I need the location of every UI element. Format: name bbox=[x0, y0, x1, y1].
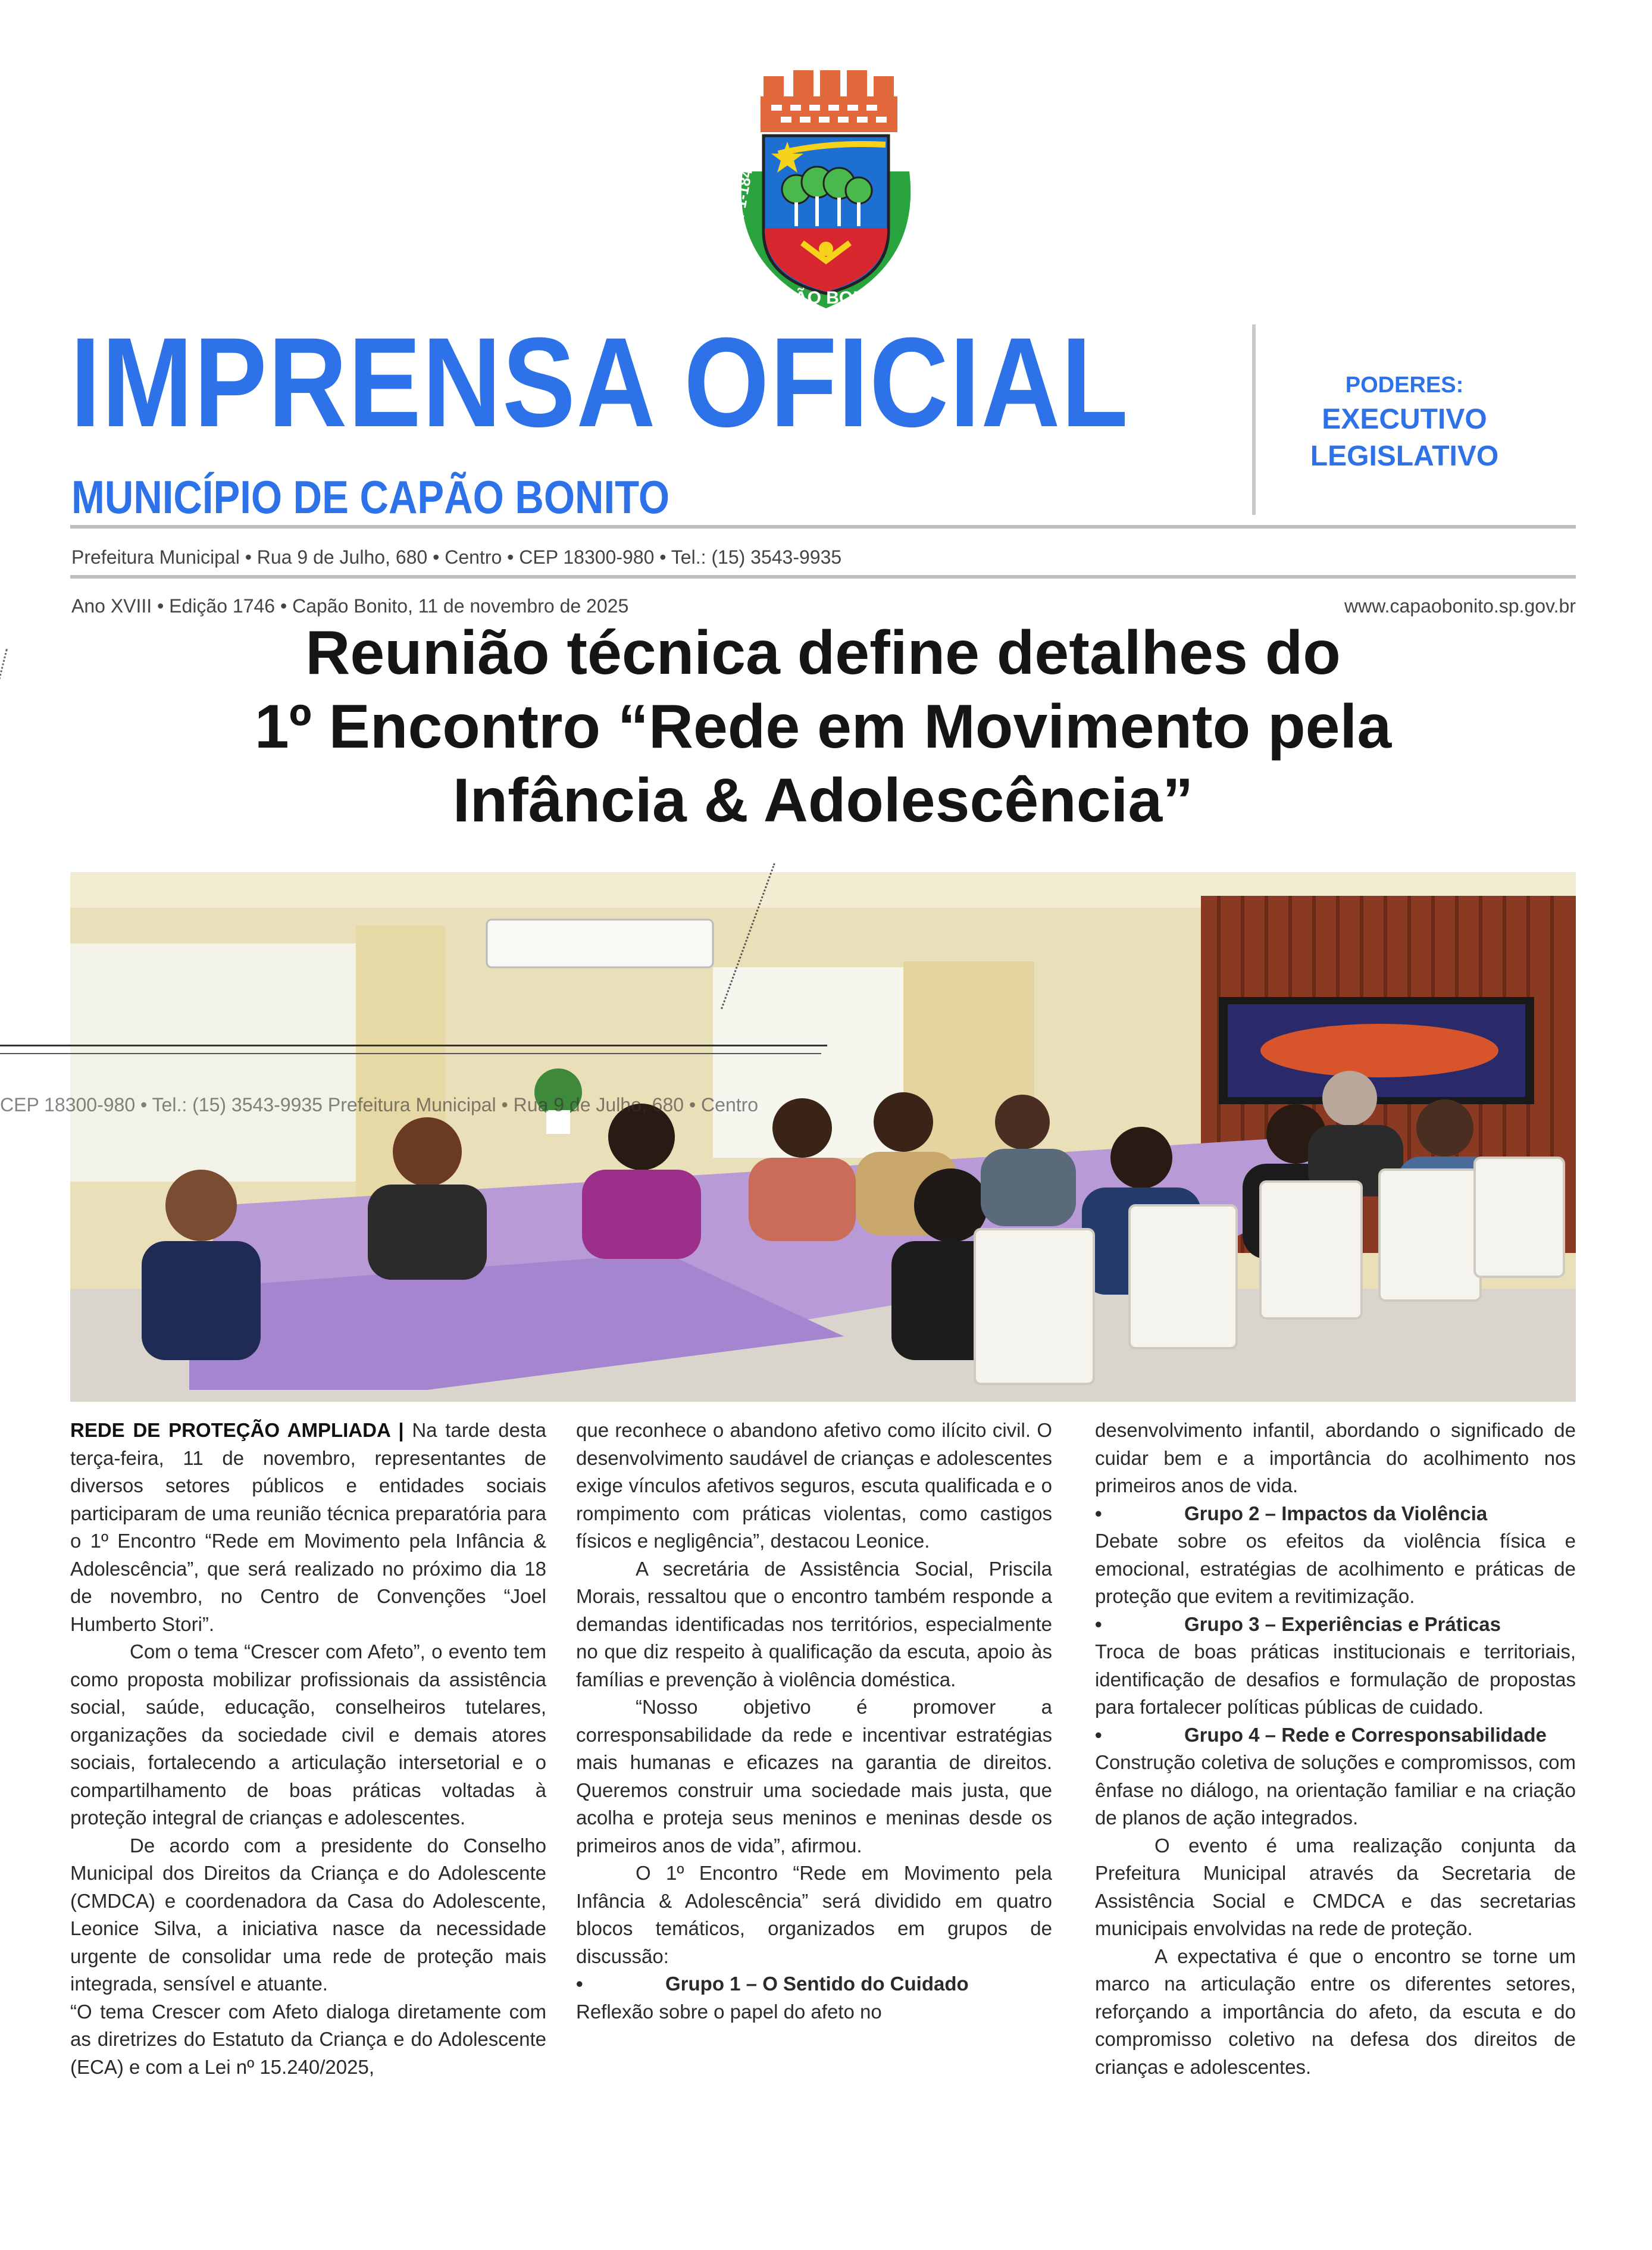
col3-paragraph-3: A expectativa é que o encontro se torne um marco na articulação entre os diferentes setores, reforçando a importância do afeto, da escuta e do compromisso coletivo na defesa dos direitos de crianças e adolescentes. bbox=[1095, 1945, 1576, 2078]
bullet: • bbox=[1095, 1723, 1102, 1746]
article-column-2 bbox=[576, 1417, 1052, 2241]
crest-right-date: 24-4-1857 bbox=[913, 174, 943, 248]
meeting-photo bbox=[70, 872, 1576, 1402]
header-rule-top bbox=[70, 525, 1576, 529]
scan-artifact-lines bbox=[0, 1045, 833, 1062]
col1-paragraph-3: De acordo com a presidente do Conselho Municipal dos Direitos da Criança e do Adolescente (CMDCA) e coordenadora da Casa do Adolescente, Leonice Silva, a iniciativa nasce da necessidade urgente de consolidar uma rede de proteção mais integrada, sensível e atuante. bbox=[70, 1834, 546, 1995]
header-rule-bottom bbox=[70, 575, 1576, 579]
group-4-title bbox=[1095, 1721, 1576, 1749]
col1-paragraph-1 bbox=[70, 1417, 546, 1638]
col2-paragraph-1: que reconhece o abandono afetivo como ilícito civil. O desenvolvimento saudável de crianças e adolescentes exige vínculos afetivos seguros, escuta qualificada e o rompimento com práticas violentas, como castigos físicos e negligência”, destacou Leonice. bbox=[576, 1419, 1052, 1552]
col3-paragraph-1: desenvolvimento infantil, abordando o significado de cuidar bem e a importância do acolhimento nos primeiros anos de vida. bbox=[1095, 1419, 1576, 1496]
group-2-title-text: Grupo 2 – Impactos da Violência bbox=[1184, 1502, 1488, 1524]
bullet: • bbox=[576, 1973, 583, 1995]
headline-line-2: 1º Encontro “Rede em Movimento pela bbox=[254, 692, 1392, 761]
powers-box bbox=[1297, 369, 1512, 475]
col1-paragraph-2: Com o tema “Crescer com Afeto”, o evento tem como proposta mobilizar profissionais da assistência social, saúde, educação, conselheiros tutelares, organizações da sociedade civil e demais atores sociais, fortalecendo a articulação intersetorial e o compartilhamento de boas práticas voltadas à proteção integral de crianças e adolescentes. bbox=[70, 1640, 546, 1829]
group-3-title-text: Grupo 3 – Experiências e Práticas bbox=[1184, 1612, 1501, 1635]
municipal-crest bbox=[707, 70, 945, 314]
masthead-divider bbox=[1252, 324, 1256, 515]
col2-paragraph-2: A secretária de Assistência Social, Priscila Morais, ressaltou que o encontro também responde a demandas identificadas nos territórios, especialmente no que diz respeito à qualificação da escuta, apoio às famílias e prevenção à violência doméstica. bbox=[576, 1557, 1052, 1690]
bullet: • bbox=[1095, 1502, 1102, 1524]
col2-paragraph-4: O 1º Encontro “Rede em Movimento pela Infância & Adolescência” será dividido em quatro blocos temáticos, organizados em grupos de discussão: bbox=[576, 1862, 1052, 1967]
group-4-text: Construção coletiva de soluções e compromissos, com ênfase no diálogo, na orientação familiar e na criação de planos de ação integrados. bbox=[1095, 1751, 1576, 1829]
group-3-text: Troca de boas práticas institucionais e territoriais, identificação de desafios e formulação de propostas para fortalecer políticas públicas de cuidado. bbox=[1095, 1640, 1576, 1718]
article-column-3 bbox=[1095, 1417, 1576, 2241]
group-2-title bbox=[1095, 1500, 1576, 1528]
address-line: Prefeitura Municipal • Rua 9 de Julho, 680 • Centro • CEP 18300-980 • Tel.: (15) 3543-9935 bbox=[71, 546, 842, 568]
headline-line-1: Reunião técnica define detalhes do bbox=[305, 618, 1341, 688]
col3-paragraph-2: O evento é uma realização conjunta da Prefeitura Municipal através da Secretaria de Assistência Social e CMDCA e das secretarias municipais envolvidas na rede de proteção. bbox=[1095, 1834, 1576, 1939]
group-3-title bbox=[1095, 1611, 1576, 1639]
col1-paragraph-4: “O tema Crescer com Afeto dialoga diretamente com as diretrizes do Estatuto da Criança e do Adolescente (ECA) e com a Lei nº 15.240/2025, bbox=[70, 2000, 546, 2078]
powers-label: PODERES: bbox=[1345, 373, 1464, 398]
masthead-title: IMPRENSA OFICIAL bbox=[70, 311, 1130, 454]
group-4-title-text: Grupo 4 – Rede e Corresponsabilidade bbox=[1184, 1723, 1547, 1746]
website-link[interactable]: www.capaobonito.sp.gov.br bbox=[1344, 595, 1576, 617]
group-1-text: Reflexão sobre o papel do afeto no bbox=[576, 2000, 882, 2023]
article-headline bbox=[70, 616, 1576, 838]
meeting-photo-illustration bbox=[70, 872, 1576, 1402]
crest-left-date: 24-1-1843 bbox=[727, 159, 758, 232]
col2-paragraph-3: “Nosso objetivo é promover a corresponsabilidade da rede e incentivar estratégias mais humanas e eficazes na garantia de direitos. Queremos construir uma sociedade mais justa, que acolha e proteja seus meninos e meninas desde os primeiros anos de vida”, afirmou. bbox=[576, 1696, 1052, 1857]
scan-artifact-dotted-left bbox=[0, 649, 10, 858]
group-1-title-text: Grupo 1 – O Sentido do Cuidado bbox=[665, 1973, 969, 1995]
masthead-subtitle: MUNICÍPIO DE CAPÃO BONITO bbox=[71, 471, 670, 523]
headline-line-3: Infância & Adolescência” bbox=[452, 766, 1194, 835]
group-1-title bbox=[576, 1970, 1052, 1998]
group-2-text: Debate sobre os efeitos da violência física e emocional, estratégias de acolhimento e práticas de proteção que evitem a revitimização. bbox=[1095, 1530, 1576, 1607]
edition-line: Ano XVIII • Edição 1746 • Capão Bonito, 11 de novembro de 2025 bbox=[71, 595, 629, 617]
bullet: • bbox=[1095, 1612, 1102, 1635]
col1-p1-text: Na tarde desta terça-feira, 11 de novembro, representantes de diversos setores públicos e entidades sociais participaram de uma reunião técnica preparatória para o 1º Encontro “Rede em Movimento pela Infância & Adolescência”, que será realizado no próximo dia 18 de novembro, no Centro de Convenções “Joel Humberto Stori”. bbox=[70, 1419, 546, 1635]
scan-artifact-text: CEP 18300-980 • Tel.: (15) 3543-9935 Prefeitura Municipal • Rua 9 de Julho, 680 • Centro bbox=[0, 1094, 759, 1115]
article-column-1 bbox=[70, 1417, 546, 2241]
power-legislative: LEGISLATIVO bbox=[1310, 440, 1499, 472]
lead-label: REDE DE PROTEÇÃO AMPLIADA | bbox=[70, 1419, 404, 1441]
crest-city-banner: CAPÃO BONITO bbox=[756, 288, 896, 308]
power-executive: EXECUTIVO bbox=[1322, 404, 1487, 435]
